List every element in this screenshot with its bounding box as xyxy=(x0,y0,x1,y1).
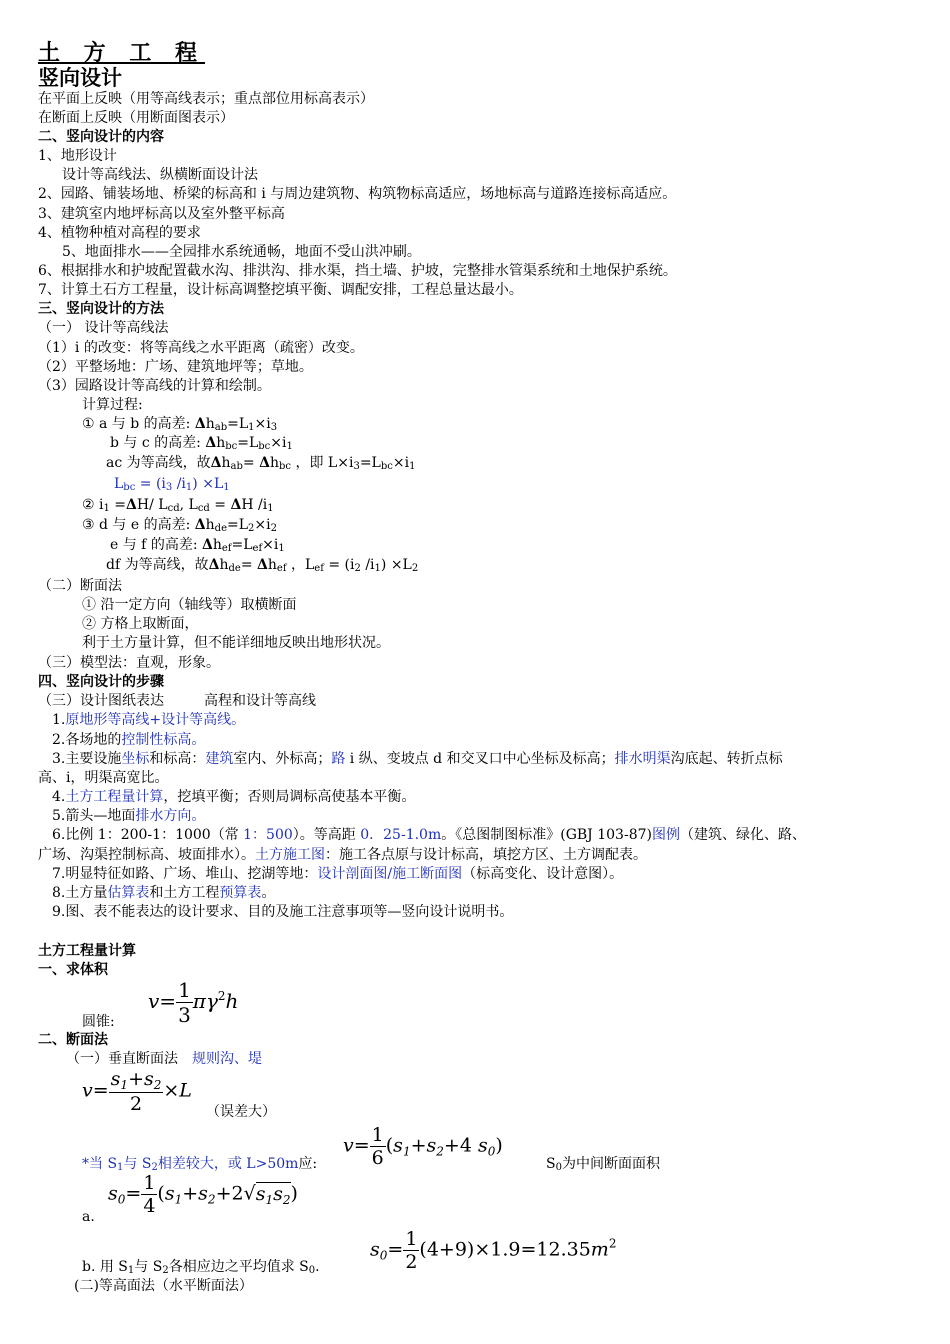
text-line: 1.原地形等高线+设计等高线。 xyxy=(52,712,246,728)
text-line: ① 沿一定方向（轴线等）取横断面 xyxy=(82,597,297,613)
formula-label: ac 为等高线，故 xyxy=(106,455,211,471)
formula-label: b 与 c 的高差: xyxy=(110,435,206,451)
text-line: 6、根据排水和护坡配置截水沟、排洪沟、排水渠，挡土墙、护坡，完整排水管渠系统和土地保护系统。 xyxy=(38,263,677,279)
formula-line: b 与 c 的高差: Δhbc=Lbc×i1 xyxy=(110,435,293,452)
heading: 一、求体积 xyxy=(38,962,108,978)
formula-line: ③ d 与 e 的高差: Δhde=L2×i2 xyxy=(82,517,277,534)
heading: 二、竖向设计的内容 xyxy=(38,129,164,145)
text-line: b. 用 S1与 S2各相应边之平均值求 S0. xyxy=(82,1259,320,1276)
text-line: 3.主要设施坐标和标高：建筑室内、外标高；路 i 纵、变坡点 d 和交叉口中心坐标及标高；排水明渠沟底起、转折点标 xyxy=(52,751,783,767)
text-line: 9.图、表不能表达的设计要求、目的及施工注意事项等—竖向设计说明书。 xyxy=(52,904,514,920)
text-line: 8.土方量估算表和土方工程预算表。 xyxy=(52,885,276,901)
formula-label: e 与 f 的高差: xyxy=(110,537,202,553)
formula-line: ② i1 =ΔH/ Lcd, Lcd = ΔH /i1 xyxy=(82,497,274,514)
doc-title: 土 方 工 程 xyxy=(38,40,205,66)
formula-label: ③ d 与 e 的高差: xyxy=(82,517,195,533)
text-line: （三）设计图纸表达 高程和设计等高线 xyxy=(38,693,316,709)
formula-line: df 为等高线，故Δhde= Δhef ，Lef = (i2 /i1) ×L2 xyxy=(106,557,419,574)
text-line: a. xyxy=(82,1209,95,1225)
text-line: 4.土方工程量计算，挖填平衡；否则局调标高使基本平衡。 xyxy=(52,789,416,805)
text-line: 3、建筑室内地坪标高以及室外整平标高 xyxy=(38,206,285,222)
formula-label: df 为等高线，故 xyxy=(106,557,209,573)
text-line: 7.明显特征如路、广场、堆山、挖湖等地：设计剖面图/施工断面图（标高变化、设计意图）。 xyxy=(52,866,624,882)
formula-line: ① a 与 b 的高差: Δhab=L1×i3 xyxy=(82,416,278,433)
formula-line: ac 为等高线，故Δhab= Δhbc ，即 L×i3=Lbc×i1 xyxy=(106,455,416,472)
formula-line: Lbc = (i3 /i1) ×L1 xyxy=(114,476,230,493)
text-line: 计算过程: xyxy=(82,397,143,413)
text-line: （二）断面法 xyxy=(38,578,122,594)
formula-label: ，即 L×i xyxy=(295,455,354,471)
text-line: (二)等高面法（水平断面法） xyxy=(74,1278,253,1294)
s0-formula-a: $s_0=$ $\frac{1}{4}$ $(s_1+s_2+2√s_1s_2)$ xyxy=(108,1172,298,1217)
text-line: 1、地形设计 xyxy=(38,148,117,164)
formula-line: e 与 f 的高差: Δhef=Lef×i1 xyxy=(110,537,285,554)
text-line: 2.各场地的控制性标高。 xyxy=(52,732,206,748)
text-line: 5.箭头—地面排水方向。 xyxy=(52,808,206,824)
text-line: *当 S1与 S2相差较大，或 L>50m应: xyxy=(82,1156,318,1173)
text-line: 4、植物种植对高程的要求 xyxy=(38,225,201,241)
text-line: （2）平整场地：广场、建筑地坪等；草地。 xyxy=(38,359,313,375)
text-line: 利于土方量计算，但不能详细地反映出地形状况。 xyxy=(82,635,390,651)
text-line: 2、园路、铺装场地、桥梁的标高和 i 与周边建筑物、构筑物标高适应，场地标高与道路连接标高适应。 xyxy=(38,186,677,202)
text-line: （三）模型法：直观，形象。 xyxy=(38,655,220,671)
cone-volume-formula: v= $\frac{1}{3}$ $\pi\gamma^2h$ xyxy=(148,978,239,1027)
text-line: 设计等高线法、纵横断面设计法 xyxy=(62,167,258,183)
text-line: （一） 设计等高线法 xyxy=(38,320,169,336)
text-line: （3）园路设计等高线的计算和绘制。 xyxy=(38,378,271,394)
text-line: 高、i，明渠高宽比。 xyxy=(38,770,169,786)
text-line: S0为中间断面面积 xyxy=(546,1156,660,1173)
formula-label: ① a 与 b 的高差: xyxy=(82,416,195,432)
s0-numeric-formula: $s_0=$ $\frac{1}{2}$ $(4+9)\times 1.9=12.35m^2$ xyxy=(370,1228,617,1273)
formula-label: L xyxy=(114,476,124,492)
heading: 三、竖向设计的方法 xyxy=(38,301,164,317)
section-title: 竖向设计 xyxy=(38,65,122,90)
heading: 二、断面法 xyxy=(38,1032,108,1048)
text-line: ② 方格上取断面， xyxy=(82,616,199,632)
text-line: 在平面上反映（用等高线表示；重点部位用标高表示） xyxy=(38,91,374,107)
text-line: 广场、沟渠控制标高、坡面排水）。土方施工图：施工各点原与设计标高，填挖方区、土方调配表。 xyxy=(38,847,647,863)
text-line: 6.比例 1：200-1：1000（常 1：500）。等高距 0．25-1.0m。《总图制图标准》(GBJ 103-87)图例（建筑、绿化、路、 xyxy=(52,827,806,843)
text-line: 在断面上反映（用断面图表示） xyxy=(38,110,234,126)
text-line: （1）i 的改变：将等高线之水平距离（疏密）改变。 xyxy=(38,340,364,356)
heading: 土方工程量计算 xyxy=(38,943,136,959)
text-line: 5、地面排水——全园排水系统通畅，地面不受山洪冲刷。 xyxy=(62,244,421,260)
prismoidal-formula: v= $\frac{1}{6}$ ($s_1+s_2+4$ $s_0$) xyxy=(343,1124,503,1169)
heading: 四、竖向设计的步骤 xyxy=(38,674,164,690)
text-line: 7、计算土石方工程量，设计标高调整挖填平衡、调配安排，工程总量达最小。 xyxy=(38,282,523,298)
text-line: （误差大） xyxy=(206,1104,276,1120)
text-line: 圆锥: xyxy=(82,1014,115,1030)
average-area-formula: v= $\frac{s_1+s_2}{2}$ ×L xyxy=(82,1068,192,1115)
text-line: （一）垂直断面法 规则沟、堤 xyxy=(66,1051,262,1067)
formula-label: ② i xyxy=(82,497,104,513)
